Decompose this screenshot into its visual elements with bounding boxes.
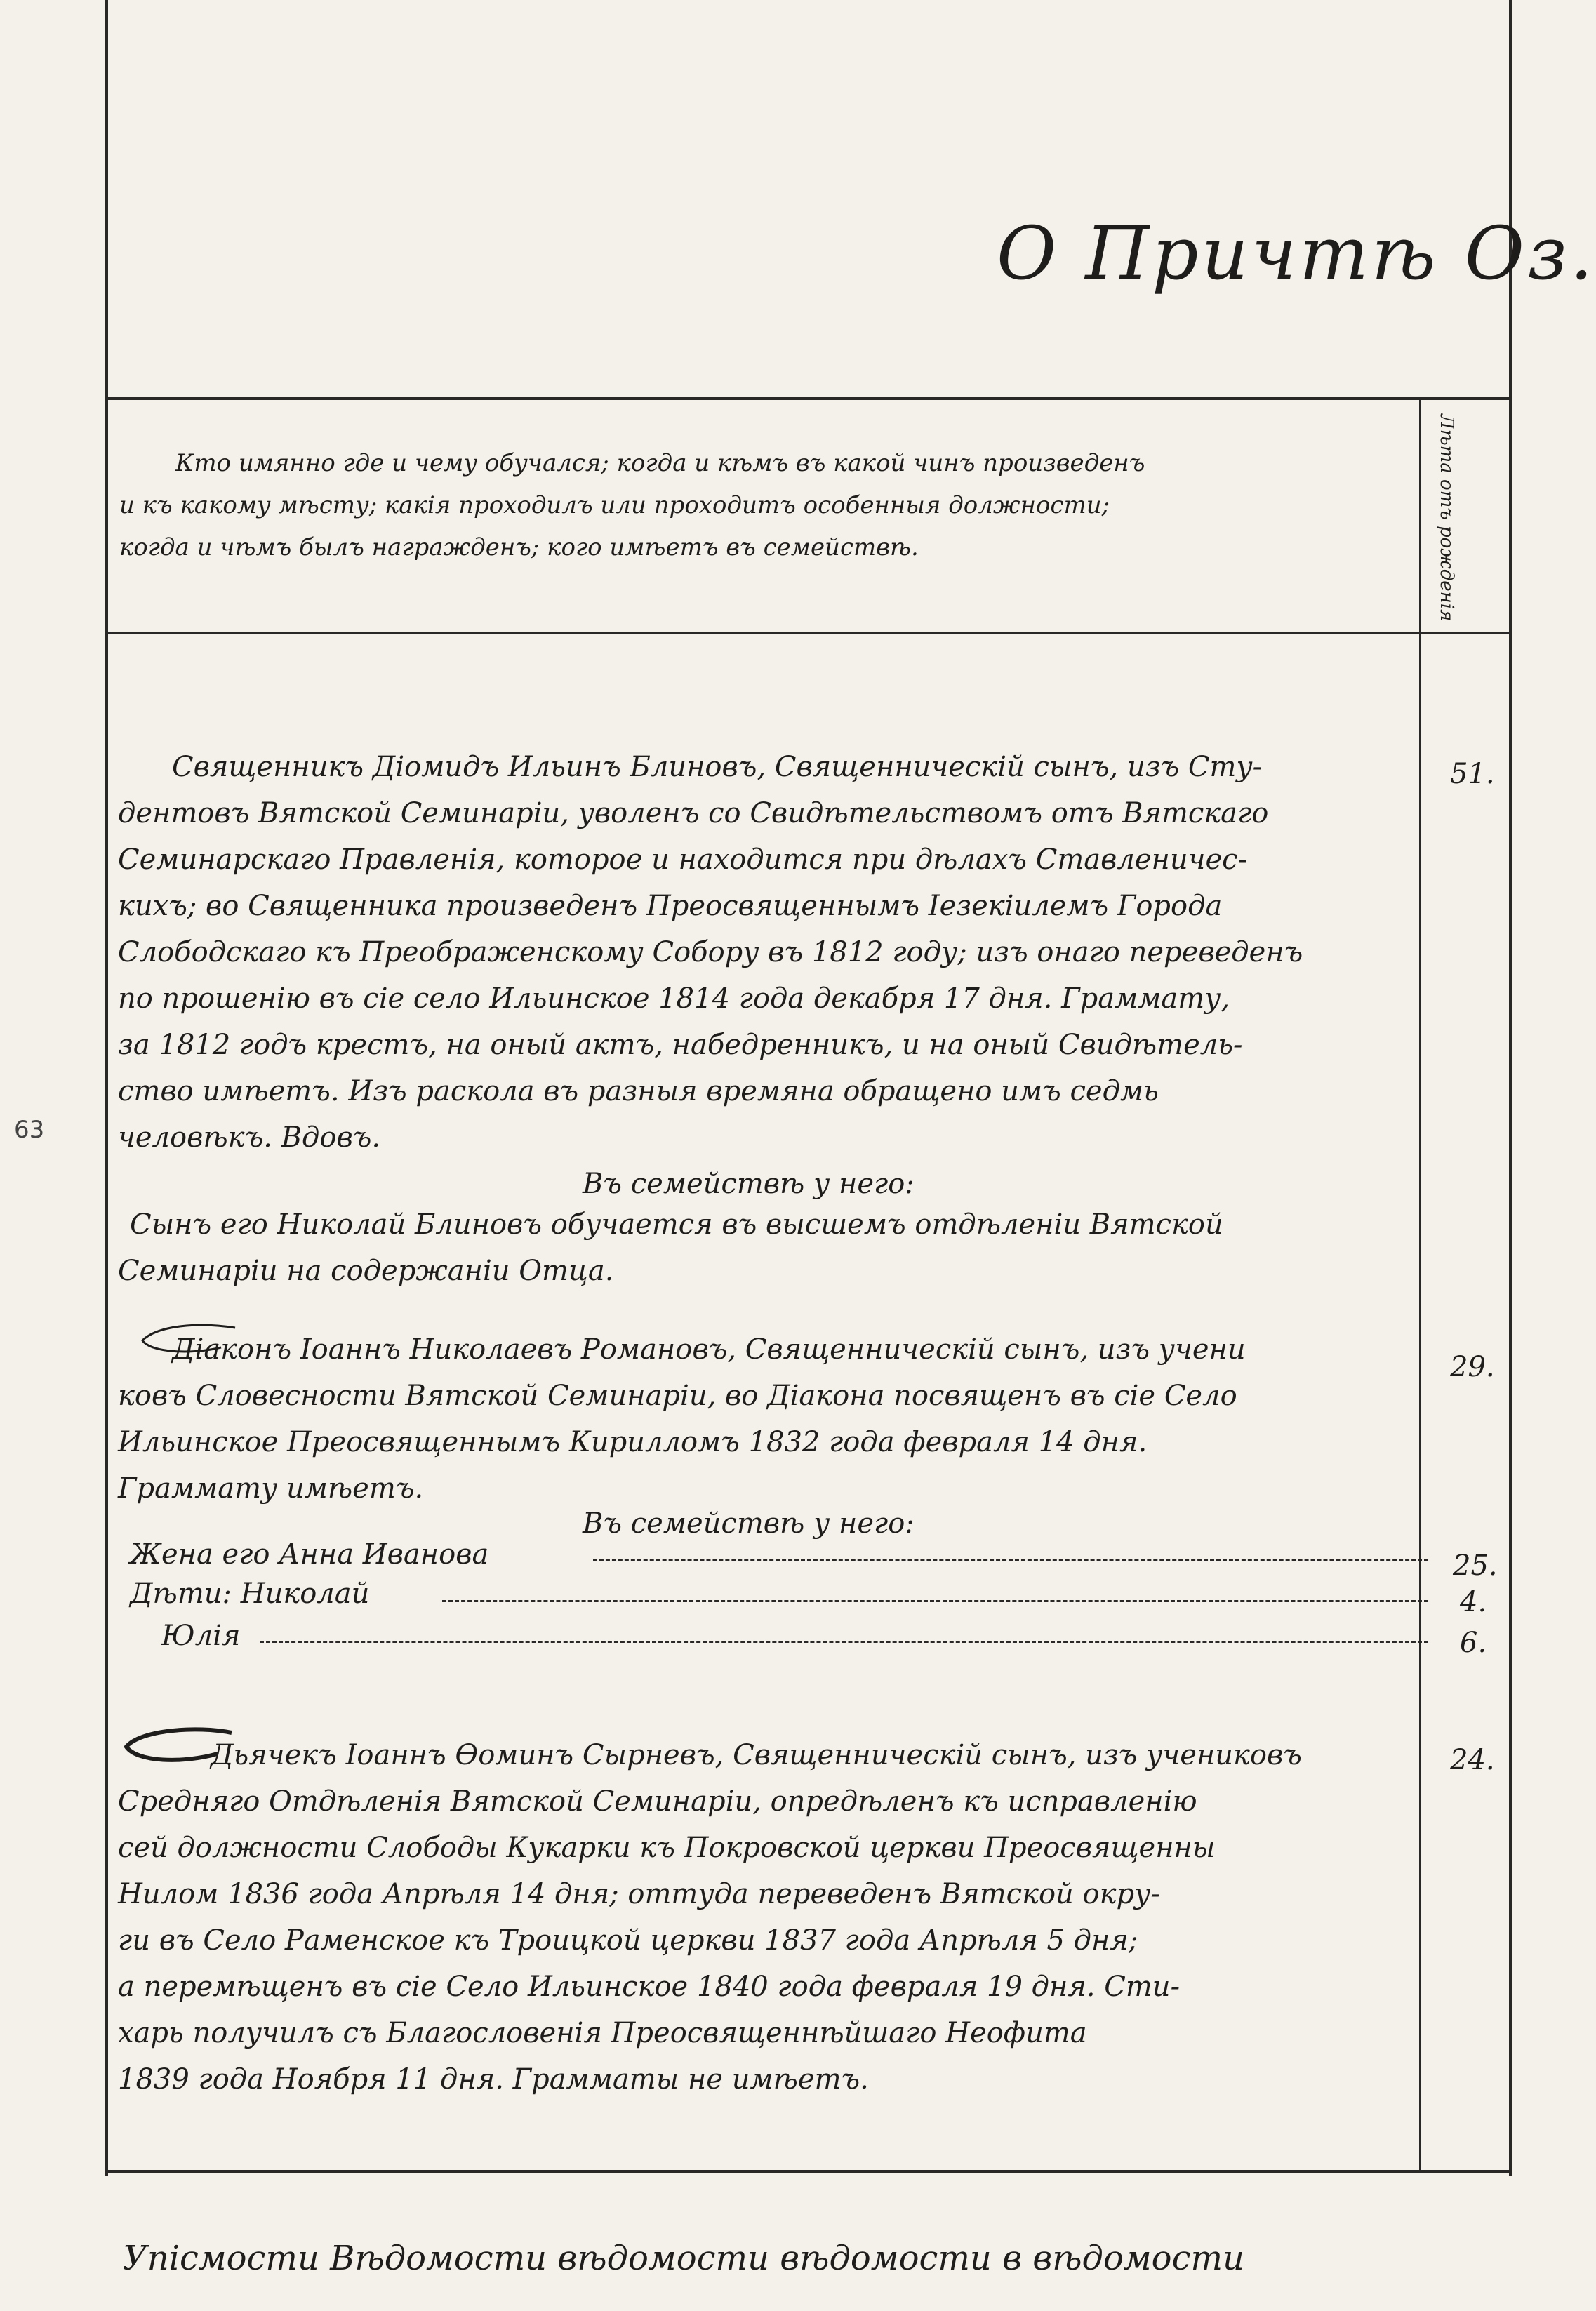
entry-1-line: Семинарскаго Правленія, которое и находится при дѣлахъ Ставленичес-: [118, 844, 1248, 876]
entry-3-line: Дьячекъ Іоаннъ Ѳоминъ Сырневъ, Священническій сынъ, изъ учениковъ: [211, 1739, 1302, 1771]
entry-1-line: по прошенію въ сіе село Ильинское 1814 года декабря 17 дня. Граммату,: [118, 983, 1230, 1015]
entry-1-family-line: Семинаріи на содержаніи Отца.: [118, 1255, 614, 1287]
entry-3-line: Средняго Отдѣленія Вятской Семинаріи, опредѣленъ къ исправленію: [118, 1785, 1197, 1818]
header-line-1: Кто имянно где и чему обучался; когда и кѣмъ въ какой чинъ произведенъ: [175, 449, 1145, 477]
entry-1-line: кихъ; во Священника произведенъ Преосвященнымъ Іезекіилемъ Города: [118, 890, 1223, 922]
family-member-age: 6.: [1460, 1627, 1487, 1659]
entry-2-line: Діаконъ Іоаннъ Николаевъ Романовъ, Священническій сынъ, изъ учени: [172, 1333, 1246, 1366]
entry-2-line: ковъ Словесности Вятской Семинаріи, во Діакона посвященъ въ сіе Село: [118, 1380, 1237, 1412]
dashed-leader: [593, 1559, 1428, 1561]
age-column-header: Лѣта отъ рожденія: [1436, 414, 1457, 622]
family-member-age: 4.: [1460, 1586, 1487, 1618]
entry-1-age: 51.: [1450, 758, 1495, 790]
entry-1-line: дентовъ Вятской Семинаріи, уволенъ со Свидѣтельствомъ отъ Вятскаго: [118, 797, 1269, 830]
entry-3-line: Нилом 1836 года Апрѣля 14 дня; оттуда переведенъ Вятской окру-: [118, 1878, 1160, 1910]
header-line-3: когда и чѣмъ былъ награжденъ; кого имѣетъ въ семействѣ.: [119, 533, 919, 561]
left-margin-rule: [105, 0, 108, 2176]
entry-1-line: за 1812 годъ крестъ, на оный актъ, набедренникъ, и на оный Свидѣтель-: [118, 1029, 1243, 1061]
family-member-child: Юлія: [161, 1620, 241, 1652]
entry-2-line: Граммату имѣетъ.: [118, 1472, 424, 1505]
right-edge-rule: [1509, 0, 1512, 2176]
entry-1-line: Священникъ Діомидъ Ильинъ Блиновъ, Священническій сынъ, изъ Сту-: [172, 751, 1263, 783]
dashed-leader: [442, 1600, 1428, 1602]
entry-1-line: Слободскаго къ Преображенскому Собору въ 1812 году; изъ онаго переведенъ: [118, 936, 1303, 968]
entry-1-line: человѣкъ. Вдовъ.: [118, 1121, 381, 1154]
dashed-leader: [260, 1641, 1428, 1643]
entry-1-family-heading: Въ семействѣ у него:: [583, 1168, 915, 1200]
entry-2-line: Ильинское Преосвященнымъ Кирилломъ 1832 года февраля 14 дня.: [118, 1426, 1148, 1458]
header-line-2: и къ какому мѣсту; какія проходилъ или проходитъ особенныя должности;: [119, 491, 1110, 519]
entry-2-age: 29.: [1450, 1351, 1495, 1383]
side-mark: 63: [14, 1116, 45, 1144]
page-title: О Причтѣ Оз.: [997, 211, 1596, 296]
entry-3-line: сей должности Слободы Кукарки къ Покровской церкви Преосвященны: [118, 1832, 1216, 1864]
entry-3-line: а перемѣщенъ въ сіе Село Ильинское 1840 года февраля 19 дня. Сти-: [118, 1971, 1181, 2003]
entry-3-line: харь получилъ съ Благословенія Преосвященнѣйшаго Неофита: [118, 2017, 1087, 2049]
header-divider: [105, 632, 1512, 634]
family-member-wife: Жена его Анна Иванова: [130, 1538, 489, 1571]
family-member-age: 25.: [1453, 1550, 1498, 1582]
title-divider: [105, 397, 1512, 400]
age-column-rule: [1419, 397, 1421, 2173]
entry-1-line: ство имѣетъ. Изъ раскола въ разныя времяна обращено имъ седмь: [118, 1075, 1159, 1107]
footer-pen-trial: Упісмости Вѣдомости вѣдомости вѣдомости в вѣдомости: [123, 2239, 1244, 2278]
entry-1-family-line: Сынъ его Николай Блиновъ обучается въ высшемъ отдѣленіи Вятской: [130, 1208, 1223, 1241]
family-member-child: Дѣти: Николай: [130, 1578, 370, 1610]
entry-2-family-heading: Въ семействѣ у него:: [583, 1507, 915, 1540]
bottom-divider: [105, 2170, 1512, 2173]
entry-3-line: ги въ Село Раменское къ Троицкой церкви 1837 года Апрѣля 5 дня;: [118, 1924, 1138, 1957]
entry-3-line: 1839 года Ноября 11 дня. Грамматы не имѣетъ.: [118, 2063, 869, 2096]
entry-3-age: 24.: [1450, 1744, 1495, 1776]
